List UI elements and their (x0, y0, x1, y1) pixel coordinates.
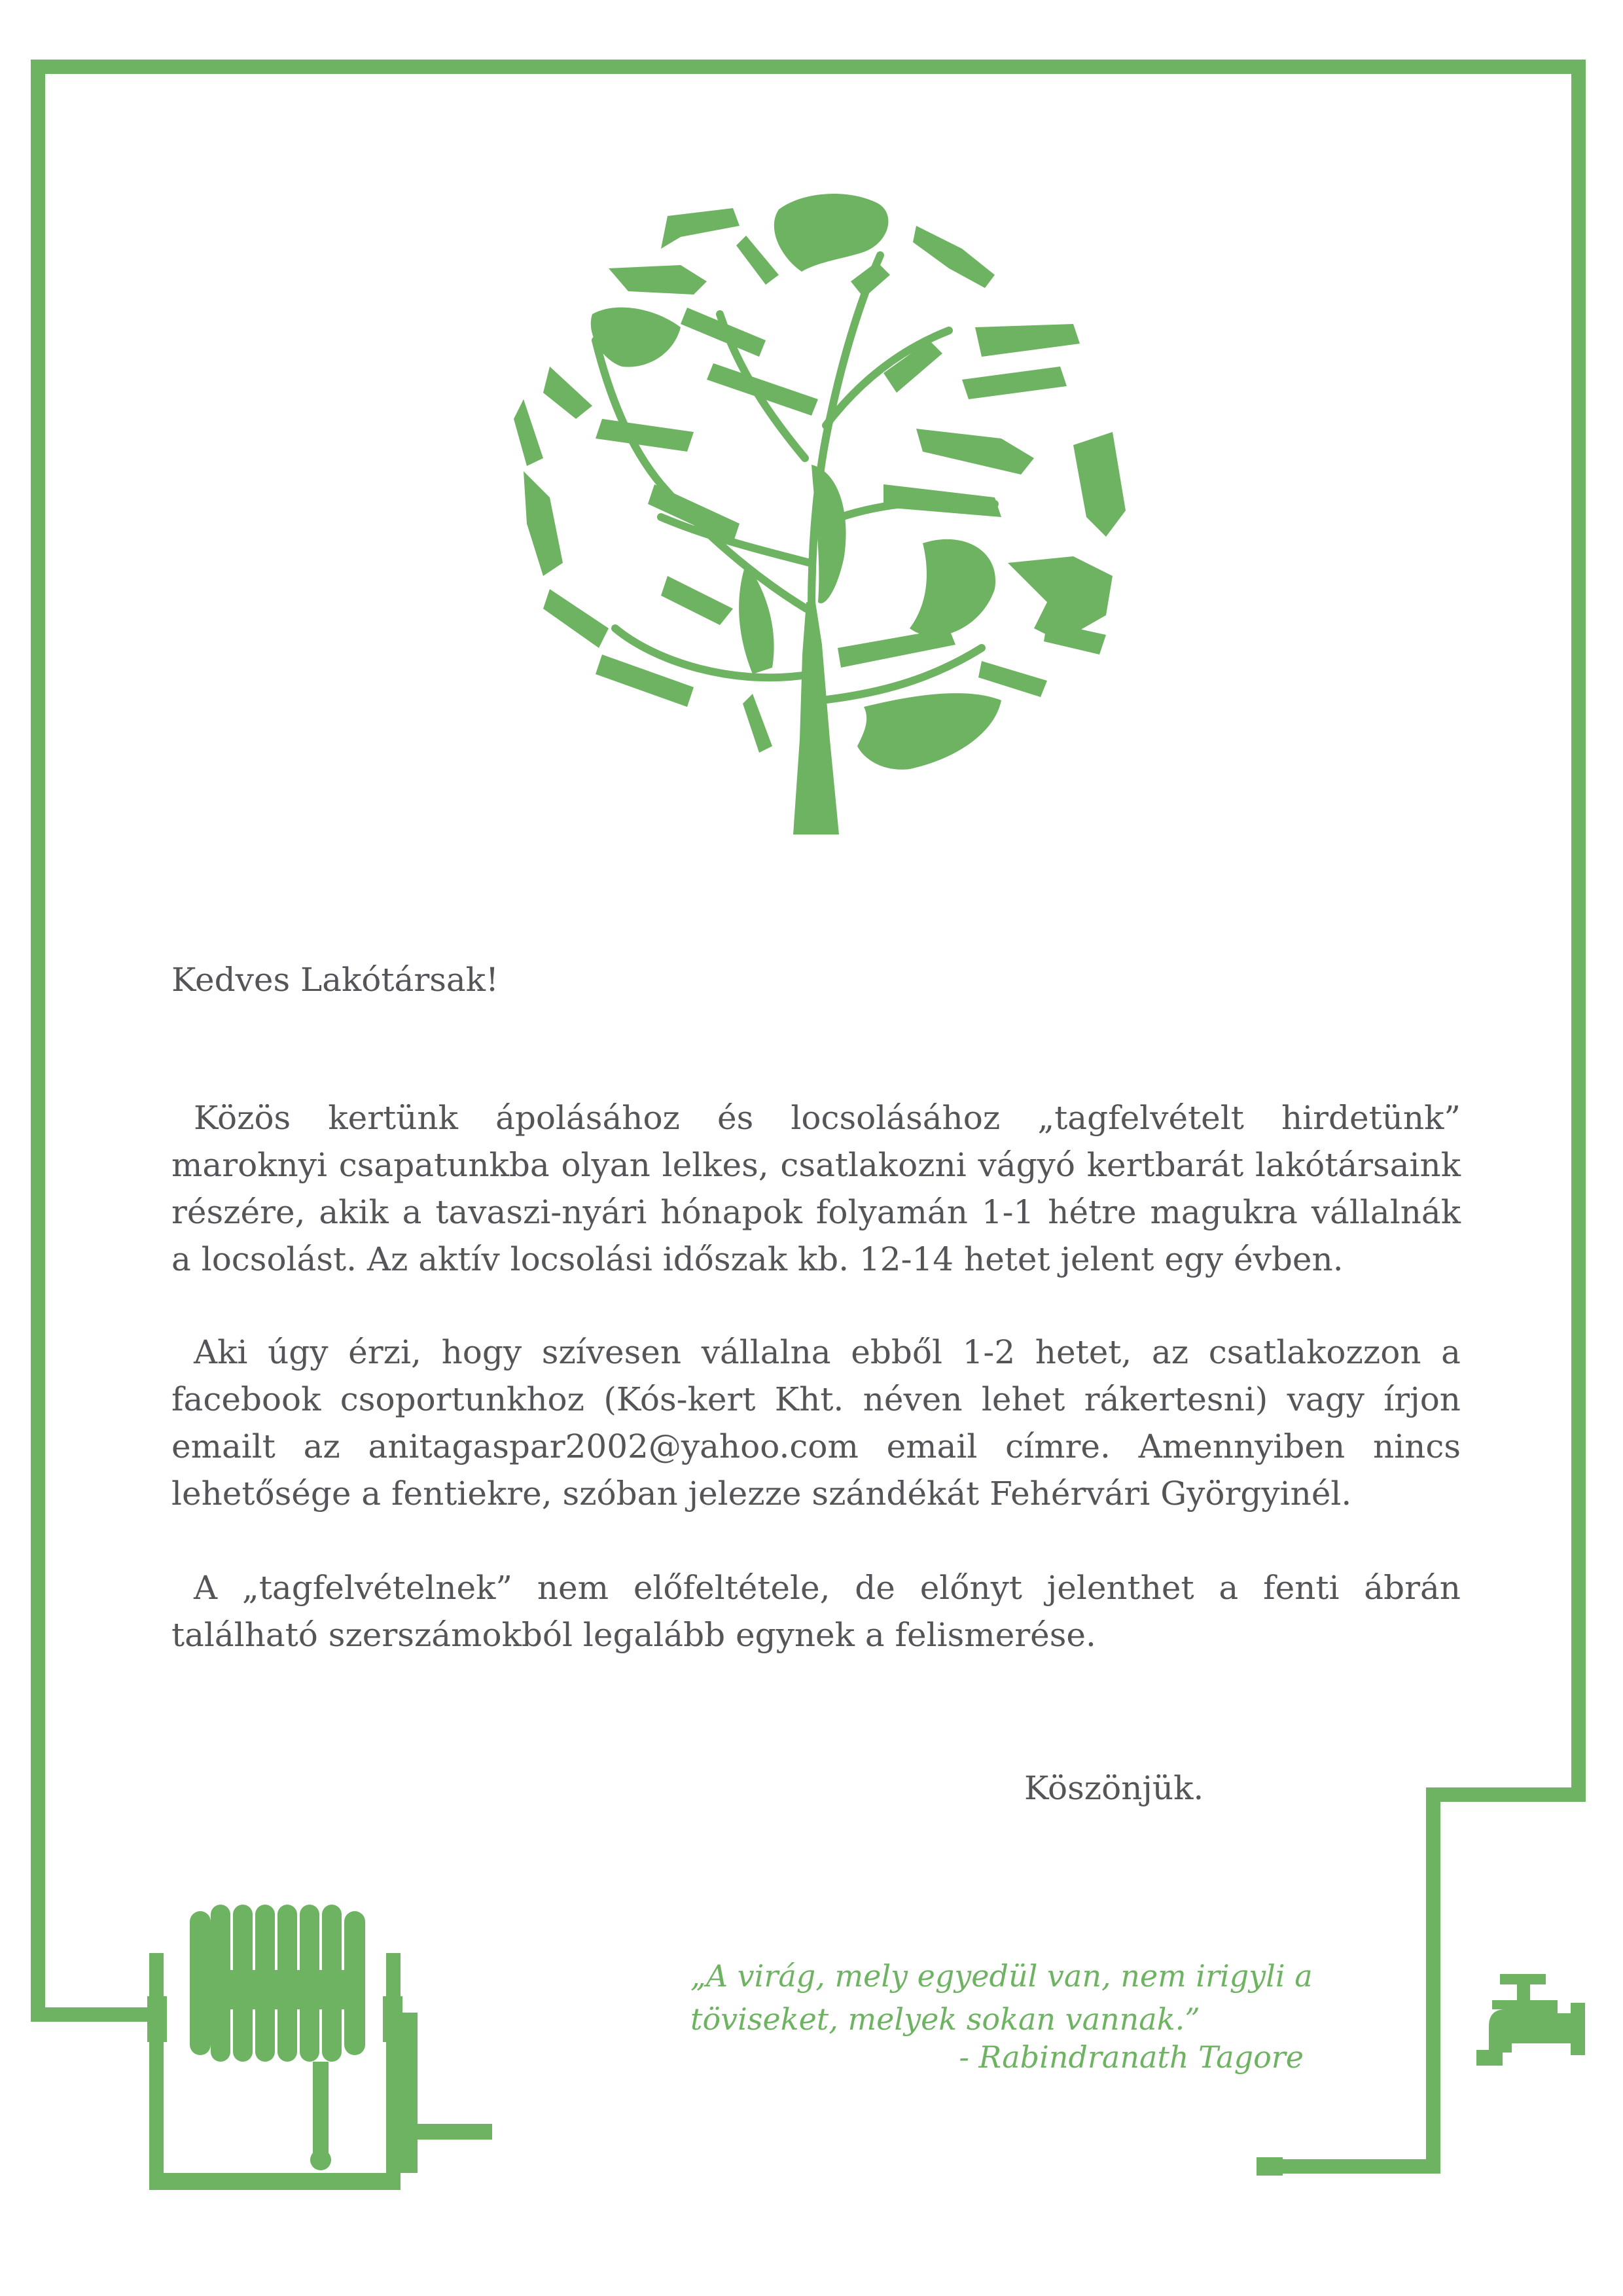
quote (690, 1954, 1313, 2041)
paragraph-2 (171, 1329, 1461, 1517)
closing: Köszönjük. (1024, 1769, 1204, 1807)
quote-author: - Rabindranath Tagore (959, 2039, 1304, 2075)
greeting: Kedves Lakótársak! (171, 961, 499, 999)
paragraph-1 (171, 1094, 1461, 1283)
paragraph-3 (171, 1564, 1461, 1659)
quote-line-1: „A virág, mely egyedül van, nem irigyli a (690, 1958, 1313, 1994)
paragraph-2-text: Aki úgy érzi, hogy szívesen vállalna ebből 1-2 hetet, az csatlakozzon a facebook csoportunkhoz (Kós-kert Kht. néven lehet rákertesni) vagy írjon emailt az anitagaspar2002@yahoo.com email címre. Amennyiben nincs lehetősége a fentiekre, szóban jelezze szándékát Fehérvári Györgyinél. (171, 1333, 1461, 1513)
paragraph-1-text: Közös kertünk ápolásához és locsolásához „tagfelvételt hirdetünk” maroknyi csapatunkba olyan lelkes, csatlakozni vágyó kertbarát lakótársaink részére, akik a tavaszi-nyári hónapok folyamán 1-1 hétre magukra vállalnák a locsolást. Az aktív locsolási időszak kb. 12-14 hetet jelent egy évben. (171, 1099, 1461, 1278)
paragraph-3-text: A „tagfelvételnek” nem előfeltétele, de előnyt jelenthet a fenti ábrán található szerszámokból legalább egynek a felismerése. (171, 1569, 1461, 1654)
quote-line-2: töviseket, melyek sokan vannak.” (690, 2001, 1200, 2037)
